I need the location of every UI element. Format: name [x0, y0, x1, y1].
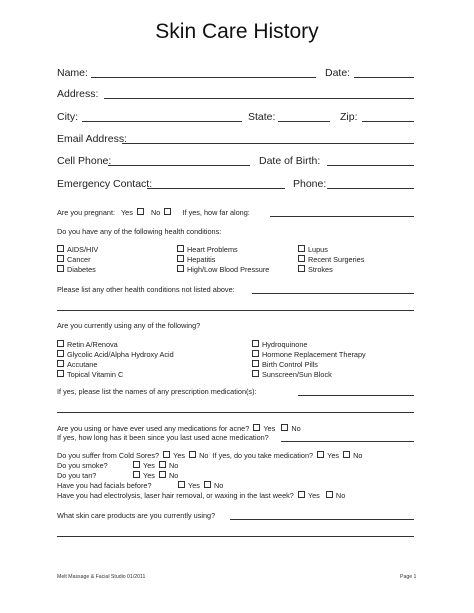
checkbox[interactable] — [298, 265, 305, 272]
pregnant-followup-field[interactable] — [270, 216, 414, 217]
dob-field[interactable] — [327, 165, 414, 166]
email-label: Email Address: — [57, 133, 128, 145]
zip-label: Zip: — [340, 111, 358, 123]
phone-field[interactable] — [327, 188, 414, 189]
medication-item[interactable]: Accutane — [57, 360, 97, 369]
prescription-label: If yes, please list the names of any prescription medication(s): — [57, 387, 257, 396]
checkbox[interactable] — [57, 245, 64, 252]
footer-studio: Melt Massage & Facial Studio 01/2011 — [57, 574, 146, 580]
facials-question: Have you had facials before? — [57, 481, 152, 490]
medications-question: Are you currently using any of the following? — [57, 321, 201, 330]
checkbox[interactable] — [298, 255, 305, 262]
cell-phone-field[interactable] — [108, 165, 250, 166]
state-label: State: — [248, 111, 276, 123]
tan-question: Do you tan? — [57, 471, 97, 480]
emergency-contact-field[interactable] — [147, 188, 285, 189]
date-label: Date: — [325, 67, 351, 79]
health-question: Do you have any of the following health conditions: — [57, 227, 222, 236]
medication-item[interactable]: Retin A/Renova — [57, 340, 118, 349]
other-conditions-field[interactable] — [252, 293, 414, 294]
smoke-no-checkbox[interactable] — [159, 461, 166, 468]
health-item[interactable]: Cancer — [57, 255, 91, 264]
zip-field[interactable] — [362, 121, 414, 122]
checkbox[interactable] — [252, 340, 259, 347]
tan-no-checkbox[interactable] — [159, 471, 166, 478]
facials-yes-checkbox[interactable] — [178, 481, 185, 488]
facials-options: Yes No — [178, 481, 223, 490]
checkbox[interactable] — [57, 360, 64, 367]
checkbox[interactable] — [57, 350, 64, 357]
cold-sores-yes-checkbox[interactable] — [163, 451, 170, 458]
state-field[interactable] — [278, 121, 330, 122]
tan-options: Yes No — [133, 471, 178, 480]
checkbox[interactable] — [57, 340, 64, 347]
email-field[interactable] — [122, 143, 414, 144]
date-field[interactable] — [354, 77, 414, 78]
name-label: Name: — [57, 67, 88, 79]
tan-yes-checkbox[interactable] — [133, 471, 140, 478]
cold-sores-question: Do you suffer from Cold Sores? Yes No If yes, do you take medication? Yes No — [57, 451, 363, 460]
checkbox[interactable] — [57, 370, 64, 377]
checkbox[interactable] — [177, 245, 184, 252]
acne-question: Are you using or have ever used any medications for acne? Yes No — [57, 424, 301, 433]
emergency-contact-label: Emergency Contact: — [57, 178, 153, 190]
other-conditions-label: Please list any other health conditions not listed above: — [57, 285, 235, 294]
health-item[interactable]: AIDS/HIV — [57, 245, 98, 254]
prescription-field-2[interactable] — [57, 412, 414, 413]
pregnant-question: Are you pregnant: Yes No If yes, how far along: — [57, 208, 250, 217]
pregnant-yes-checkbox[interactable] — [137, 208, 144, 215]
health-item[interactable]: Hepatitis — [177, 255, 215, 264]
medication-item[interactable]: Hydroquinone — [252, 340, 307, 349]
products-field-2[interactable] — [57, 536, 414, 537]
checkbox[interactable] — [177, 265, 184, 272]
medication-item[interactable]: Glycolic Acid/Alpha Hydroxy Acid — [57, 350, 174, 359]
checkbox[interactable] — [177, 255, 184, 262]
address-label: Address: — [57, 88, 99, 100]
medication-item[interactable]: Sunscreen/Sun Block — [252, 370, 332, 379]
acne-yes-checkbox[interactable] — [253, 424, 260, 431]
smoke-options: Yes No — [133, 461, 178, 470]
products-field[interactable] — [230, 519, 414, 520]
medication-item[interactable]: Topical Vitamin C — [57, 370, 123, 379]
facials-no-checkbox[interactable] — [204, 481, 211, 488]
health-item[interactable]: Diabetes — [57, 265, 96, 274]
cold-sores-med-no-checkbox[interactable] — [343, 451, 350, 458]
products-label: What skin care products are you currently using? — [57, 511, 216, 520]
prescription-field[interactable] — [298, 395, 414, 396]
cold-sores-med-yes-checkbox[interactable] — [317, 451, 324, 458]
acne-followup-label: If yes, how long has it been since you last used acne medication? — [57, 433, 269, 442]
checkbox[interactable] — [298, 245, 305, 252]
footer-page-number: Page 1 — [400, 574, 417, 580]
cold-sores-no-checkbox[interactable] — [189, 451, 196, 458]
electrolysis-yes-checkbox[interactable] — [298, 491, 305, 498]
checkbox[interactable] — [252, 350, 259, 357]
health-item[interactable]: High/Low Blood Pressure — [177, 265, 269, 274]
health-item[interactable]: Recent Surgeries — [298, 255, 364, 264]
name-field[interactable] — [91, 77, 316, 78]
address-field[interactable] — [104, 98, 414, 99]
cell-phone-label: Cell Phone: — [57, 155, 112, 167]
city-field[interactable] — [82, 121, 242, 122]
checkbox[interactable] — [252, 370, 259, 377]
health-item[interactable]: Heart Problems — [177, 245, 238, 254]
checkbox[interactable] — [57, 255, 64, 262]
checkbox[interactable] — [252, 360, 259, 367]
phone-label: Phone: — [293, 178, 327, 190]
dob-label: Date of Birth: — [259, 155, 321, 167]
pregnant-no-checkbox[interactable] — [164, 208, 171, 215]
health-item[interactable]: Lupus — [298, 245, 328, 254]
checkbox[interactable] — [57, 265, 64, 272]
smoke-question: Do you smoke? — [57, 461, 108, 470]
city-label: City: — [57, 111, 78, 123]
page-title: Skin Care History — [155, 20, 319, 43]
smoke-yes-checkbox[interactable] — [133, 461, 140, 468]
health-item[interactable]: Strokes — [298, 265, 333, 274]
acne-no-checkbox[interactable] — [281, 424, 288, 431]
electrolysis-question: Have you had electrolysis, laser hair removal, or waxing in the last week? Yes No — [57, 491, 346, 500]
electrolysis-no-checkbox[interactable] — [326, 491, 333, 498]
other-conditions-field-2[interactable] — [57, 310, 414, 311]
medication-item[interactable]: Birth Control Pills — [252, 360, 318, 369]
acne-followup-field[interactable] — [281, 441, 414, 442]
medication-item[interactable]: Hormone Replacement Therapy — [252, 350, 366, 359]
